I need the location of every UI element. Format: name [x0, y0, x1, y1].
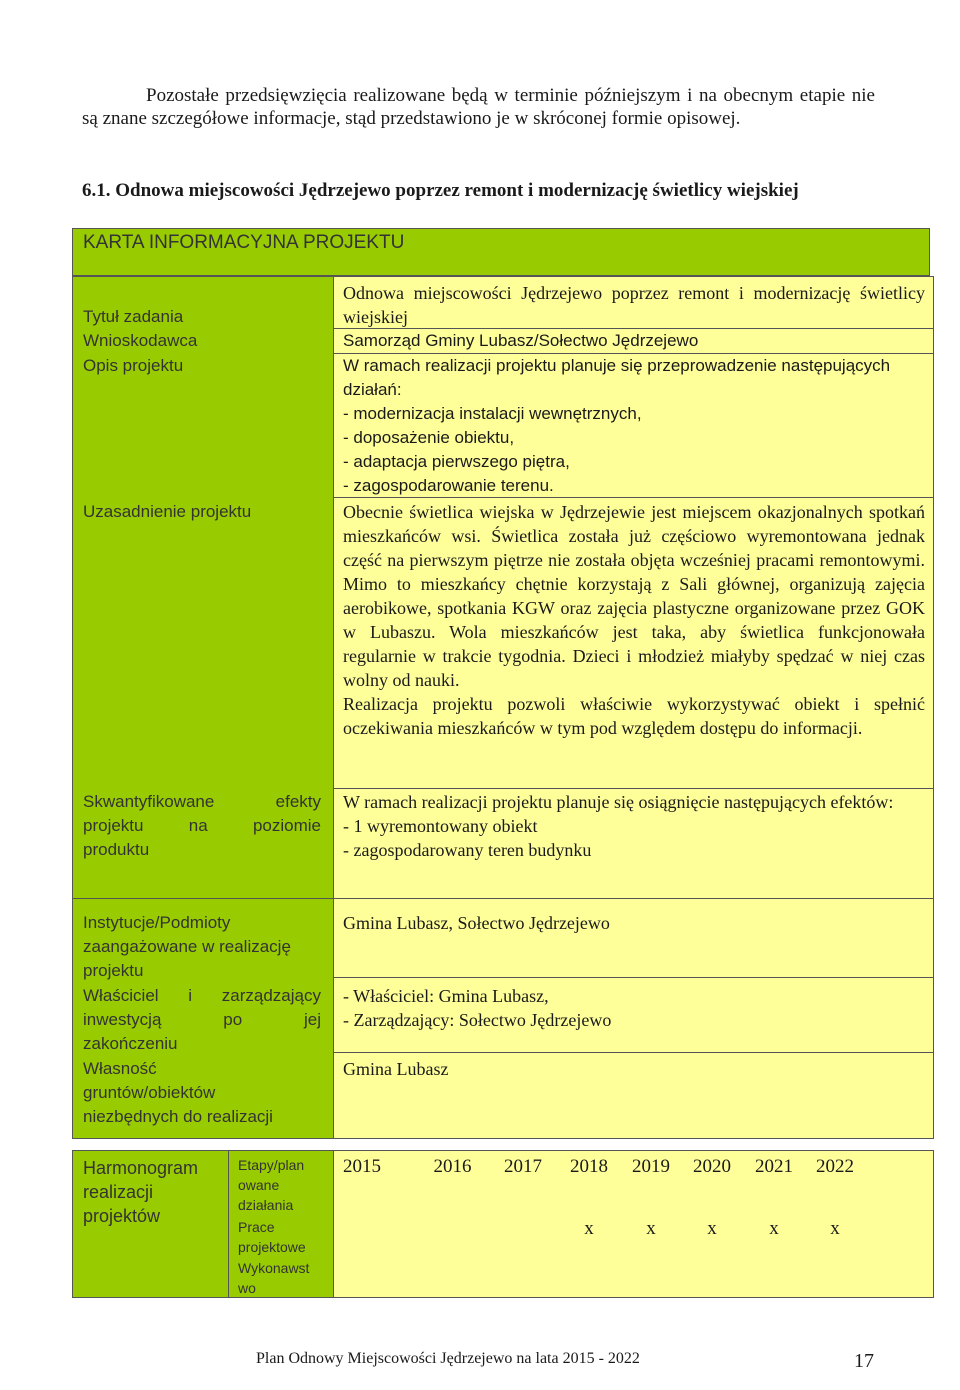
values-column	[333, 277, 933, 898]
project-info-table	[72, 276, 934, 899]
label-efekty	[83, 790, 321, 862]
intro-text: Pozostałe przedsięwzięcia realizowane będą w terminie późniejszym i na obecnym etapie nie są znane szczegółowe informacje, stąd przedstawiono je w skróconej formie opisowej.	[82, 85, 875, 129]
label-tytul: Tytuł zadania	[83, 307, 184, 326]
row-divider	[334, 977, 933, 978]
efekty-item-2: - zagospodarowany teren budynku	[343, 840, 592, 860]
footer-text: Plan Odnowy Miejscowości Jędrzejewo na lata 2015 - 2022	[256, 1350, 640, 1367]
opis-item-1: - modernizacja instalacji wewnętrznych,	[343, 404, 642, 423]
wlasciciel-line-1: - Właściciel: Gmina Lubasz,	[343, 986, 549, 1006]
schedule-grid	[333, 1151, 933, 1297]
mark-cell: x	[707, 1218, 717, 1239]
row-divider	[334, 788, 933, 789]
opis-intro: W ramach realizacji projektu planuje się przeprowadzenie następujących działań:	[343, 356, 891, 399]
stage-prace: Prace projektowe	[238, 1219, 306, 1255]
label-instytucje	[83, 911, 321, 983]
label-wlasciciel	[83, 984, 321, 1056]
value-tytul: Odnowa miejscowości Jędrzejewo poprzez remont i modernizację świetlicy wiejskiej	[343, 283, 925, 327]
value-efekty	[343, 790, 925, 862]
card-title: KARTA INFORMACYJNA PROJEKTU	[72, 228, 930, 276]
label-efekty-line2: projektu na poziomie	[83, 816, 321, 835]
label-wlasnosc-line3: niezbędnych do realizacji	[83, 1107, 273, 1126]
stages-column	[228, 1151, 333, 1297]
row-divider	[334, 497, 933, 498]
opis-item-3: - adaptacja pierwszego piętra,	[343, 452, 570, 471]
label-wlasciciel-line3: zakończeniu	[83, 1034, 178, 1053]
value-instytucje: Gmina Lubasz, Sołectwo Jędrzejewo	[343, 913, 610, 933]
efekty-intro: W ramach realizacji projektu planuje się osiągnięcie następujących efektów:	[343, 792, 894, 812]
mark-cell: x	[646, 1218, 656, 1239]
intro-paragraph	[82, 84, 875, 130]
label-instytucje-line3: projektu	[83, 961, 144, 980]
label-wlasciciel-line1: Właściciel i zarządzający	[83, 986, 321, 1005]
stage-plan: Etapy/plan owane działania	[238, 1157, 305, 1213]
labels-column-2	[73, 899, 333, 1138]
harmonogram-table	[72, 1150, 934, 1298]
value-wlasnosc: Gmina Lubasz	[343, 1059, 449, 1079]
label-instytucje-line2: zaangażowane w realizację	[83, 937, 291, 956]
section-heading: 6.1. Odnowa miejscowości Jędrzejewo poprzez remont i modernizację świetlicy wiejskiej	[82, 180, 799, 201]
label-efekty-line3: produktu	[83, 840, 150, 859]
year-cell: 2017	[504, 1156, 542, 1177]
uzasadnienie-para-1: Obecnie świetlica wiejska w Jędrzejewie jest miejscem okazjonalnych spotkań mieszkańców wsi. Świetlica została już częściowo wyremontowana jednak część na pierwszym piętrze nie została objęta wcześniej pracami remontowymi. Mimo to mieszkańcy chętnie korzystają z Sali głównej, organizują zajęcia aerobikowe, spotkania KGW oraz zajęcia plastyczne organizowane przez GOK w Lubaszu. Wola mieszkańców jest taka, aby świetlica funkcjonowała regularnie w trakcie tygodnia. Dzieci i młodzież miałyby spędzać w niej czas wolny od nauki.	[343, 502, 925, 690]
page-number: 17	[854, 1350, 874, 1372]
ownership-table	[72, 899, 934, 1139]
label-wlasciciel-line2: inwestycją po jej	[83, 1010, 321, 1029]
label-wnioskodawca: Wnioskodawca	[83, 331, 198, 350]
value-opis	[343, 354, 925, 498]
year-cell: 2020	[693, 1156, 731, 1177]
stage-wykonawstwo: Wykonawst wo	[238, 1260, 310, 1296]
year-cell: 2015	[343, 1156, 381, 1177]
mark-cell	[489, 1218, 557, 1240]
year-cell: 2021	[755, 1156, 793, 1177]
label-efekty-line1: Skwantyfikowane efekty	[83, 792, 321, 811]
labels-column	[73, 277, 333, 898]
label-harmonogram-line3: projektów	[83, 1206, 161, 1226]
uzasadnienie-para-2: Realizacja projektu pozwoli właściwie wykorzystywać obiekt i spełnić oczekiwania mieszkańców w tym pod względem dostępu do informacji.	[343, 694, 925, 738]
value-wlasciciel	[343, 984, 925, 1032]
year-cell: 2019	[632, 1156, 670, 1177]
value-uzasadnienie	[343, 500, 925, 740]
label-wlasnosc-line1: Własność	[83, 1059, 157, 1078]
label-wlasnosc-line2: gruntów/obiektów	[83, 1083, 216, 1102]
mark-cell: x	[830, 1218, 840, 1239]
prace-row	[343, 1218, 865, 1240]
label-harmonogram-line1: Harmonogram	[83, 1158, 199, 1178]
row-divider	[334, 1052, 933, 1053]
year-cell: 2022	[816, 1156, 854, 1177]
opis-item-4: - zagospodarowanie terenu.	[343, 476, 554, 495]
mark-cell	[343, 1218, 416, 1240]
label-wlasnosc	[83, 1057, 321, 1129]
wlasciciel-line-2: - Zarządzający: Sołectwo Jędrzejewo	[343, 1010, 612, 1030]
opis-item-2: - doposażenie obiektu,	[343, 428, 515, 447]
harmonogram-label-column	[73, 1151, 228, 1297]
label-harmonogram	[83, 1156, 223, 1228]
label-uzasadnienie: Uzasadnienie projektu	[83, 502, 252, 521]
mark-cell	[416, 1218, 489, 1240]
efekty-item-1: - 1 wyremontowany obiekt	[343, 816, 538, 836]
mark-cell: x	[769, 1218, 779, 1239]
label-opis: Opis projektu	[83, 356, 184, 375]
value-wnioskodawca: Samorząd Gminy Lubasz/Sołectwo Jędrzejewo	[343, 331, 699, 350]
values-column-2	[333, 899, 933, 1138]
year-cell: 2018	[570, 1156, 608, 1177]
mark-cell: x	[584, 1218, 594, 1239]
label-instytucje-line1: Instytucje/Podmioty	[83, 913, 231, 932]
year-cell: 2016	[433, 1156, 472, 1177]
label-harmonogram-line2: realizacji	[83, 1182, 154, 1202]
years-row	[343, 1156, 865, 1178]
